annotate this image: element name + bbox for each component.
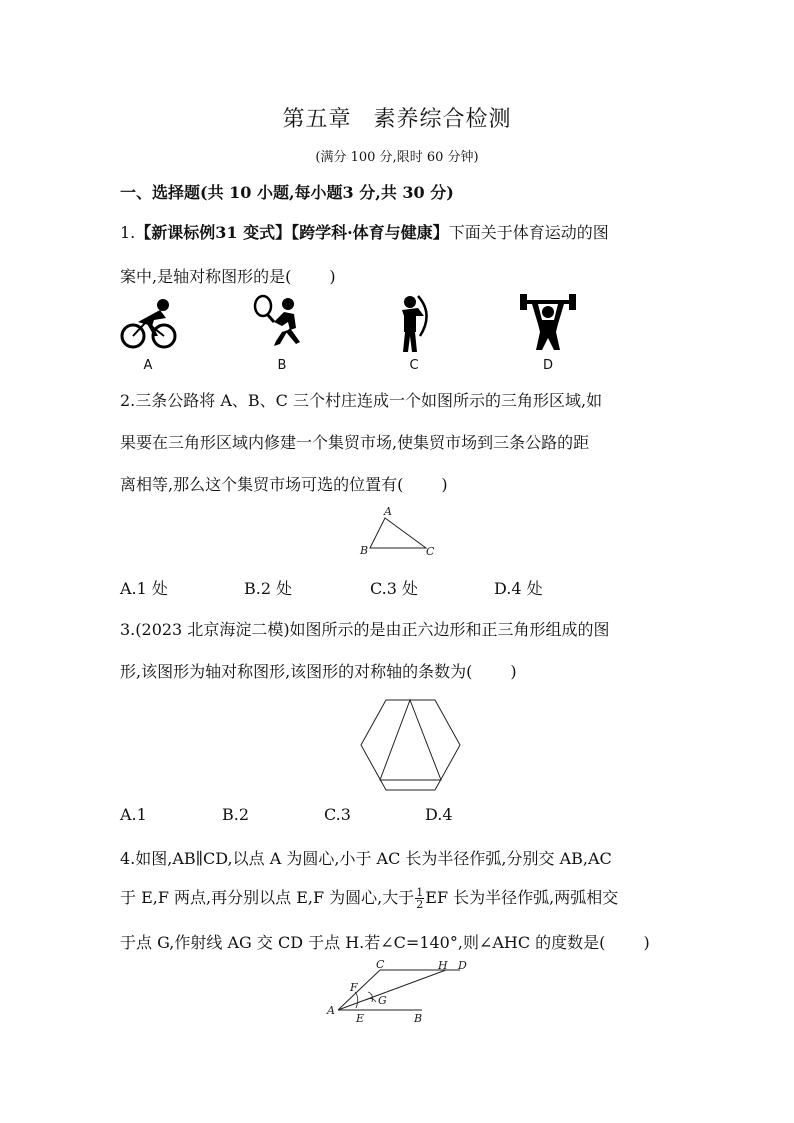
one-half-fraction: $\frac{1}{2}$ — [416, 886, 424, 911]
q2-option-d[interactable]: D.4 处 — [494, 579, 543, 598]
q3-close: ) — [510, 662, 517, 681]
point-d-label: D — [458, 959, 467, 972]
q4-text2a: 于 E,F 两点,再分别以点 E,F 为圆心,大于 — [120, 888, 415, 907]
hexagon-triangle-figure — [356, 696, 466, 796]
q1-text: 下面关于体育运动的图 — [448, 223, 609, 242]
q2-option-c[interactable]: C.3 处 — [370, 579, 419, 598]
point-e-label: E — [356, 1012, 365, 1025]
point-f-label: F — [350, 981, 358, 994]
point-b-label-q4: B — [414, 1012, 423, 1025]
chapter-title: 素养综合检测 — [373, 107, 512, 132]
page-title — [0, 102, 794, 133]
q4-text2b: EF 长为半径作弧,两弧相交 — [425, 888, 619, 907]
q1-line1 — [120, 220, 609, 243]
q3-option-c[interactable]: C.3 — [324, 805, 351, 824]
q1-label-b: B — [277, 358, 287, 373]
parallel-lines-construction-figure — [322, 956, 472, 1026]
q2-option-b[interactable]: B.2 处 — [244, 579, 293, 598]
tennis-player-icon — [252, 294, 308, 352]
point-c-label: C — [376, 958, 385, 971]
q1-tag: 【新课标例31 变式】【跨学科·体育与健康】 — [135, 223, 449, 242]
triangle-abc-figure — [352, 504, 442, 560]
q3-text2: 形,该图形为轴对称图形,该图形的对称轴的条数为( — [120, 662, 473, 681]
chapter-label: 第五章 — [282, 107, 352, 132]
weightlifter-icon — [518, 294, 578, 352]
q2-close: ) — [441, 475, 448, 494]
q2-line3 — [120, 472, 448, 495]
point-a-label: A — [384, 505, 392, 518]
q3-line2 — [120, 659, 517, 682]
q2-line1: 2.三条公路将 A、B、C 三个村庄连成一个如图所示的三角形区域,如 — [120, 391, 603, 410]
q1-line2 — [120, 264, 336, 287]
cyclist-icon — [118, 296, 180, 352]
exam-info: (满分 100 分,限时 60 分钟) — [315, 150, 479, 165]
q4-text3: 于点 G,作射线 AG 交 CD 于点 H.若∠C=140°,则∠AHC 的度数是( — [120, 933, 606, 952]
section-heading: 一、选择题(共 10 小题,每小题3 分,共 30 分) — [120, 183, 454, 202]
archer-icon — [394, 292, 434, 354]
point-a-label-q4: A — [327, 1004, 335, 1017]
q2-line2: 果要在三角形区域内修建一个集贸市场,使集贸市场到三条公路的距 — [120, 433, 590, 452]
q1-label-d: D — [542, 358, 553, 373]
point-c-label: C — [426, 545, 435, 558]
q4-close: ) — [643, 933, 650, 952]
q4-line2 — [120, 885, 618, 910]
q1-close: ) — [329, 267, 336, 286]
q2-option-a[interactable]: A.1 处 — [120, 579, 168, 598]
q2-text3: 离相等,那么这个集贸市场可选的位置有( — [120, 475, 404, 494]
q1-label-c: C — [409, 358, 419, 373]
q1-label-a: A — [143, 358, 153, 373]
q3-line1: 3.(2023 北京海淀二模)如图所示的是由正六边形和正三角形组成的图 — [120, 620, 610, 639]
point-b-label: B — [360, 544, 369, 557]
q1-number: 1. — [120, 223, 136, 242]
q3-option-a[interactable]: A.1 — [120, 805, 147, 824]
q1-text2: 案中,是轴对称图形的是( — [120, 267, 292, 286]
q4-line1: 4.如图,AB∥CD,以点 A 为圆心,小于 AC 长为半径作弧,分别交 AB,AC — [120, 849, 612, 868]
q3-option-d[interactable]: D.4 — [425, 805, 453, 824]
point-g-label: G — [378, 994, 387, 1007]
q4-line3 — [120, 930, 650, 953]
point-h-label: H — [438, 959, 448, 972]
q3-option-b[interactable]: B.2 — [222, 805, 250, 824]
